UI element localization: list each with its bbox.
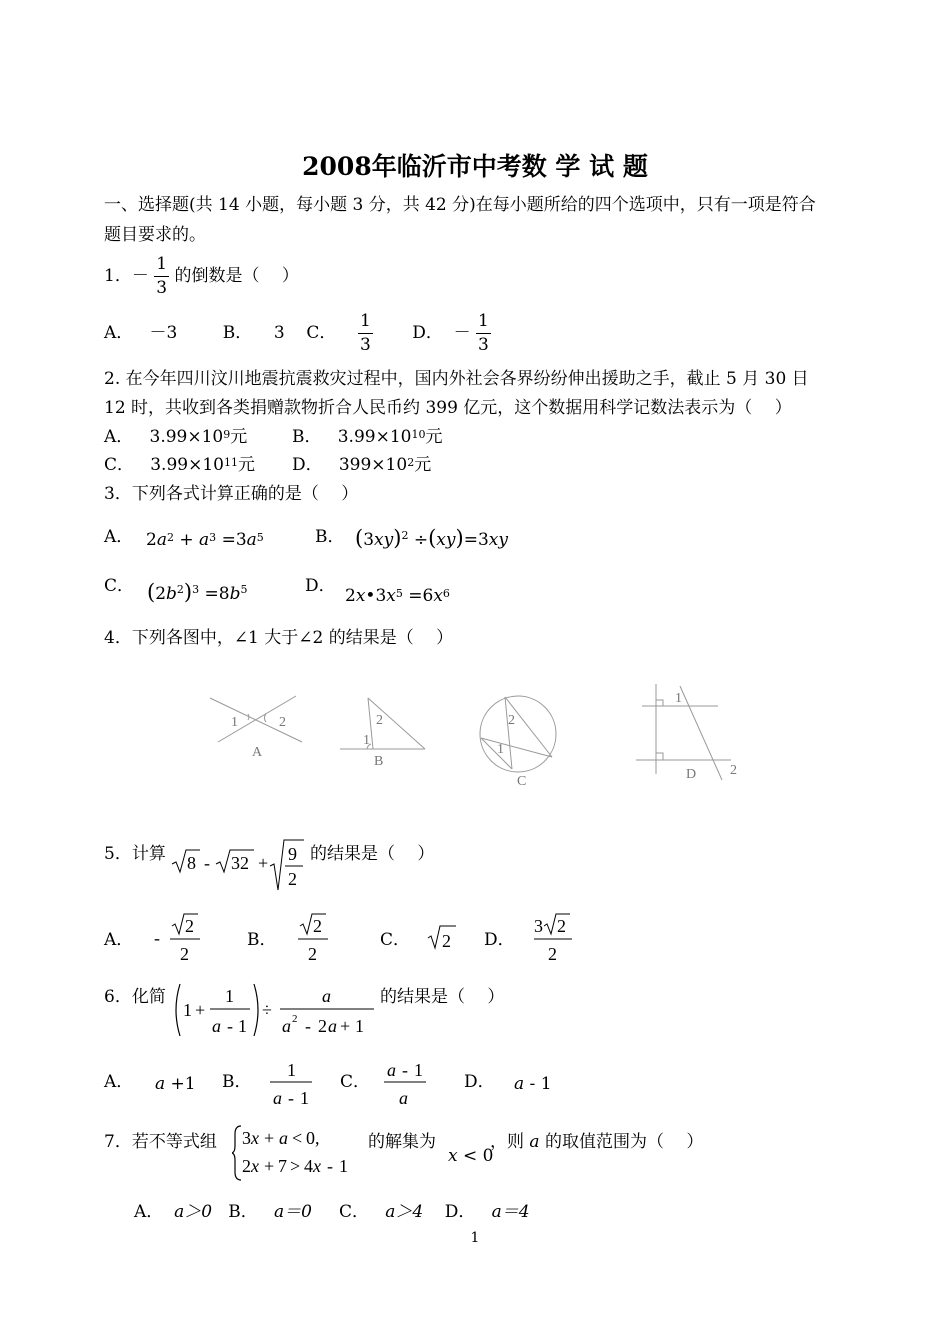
svg-text:2: 2 [242,1156,251,1176]
question-5-option-A-label: A． [104,930,134,950]
svg-text:-: - [204,853,210,873]
question-5-option-B-label: B． [247,930,277,950]
svg-text:32: 32 [231,853,249,873]
question-6-option-C-label: C． [340,1072,371,1092]
svg-text:1: 1 [238,1016,247,1036]
question-2-option-A: A． $3.99\times 10^9$元 [104,427,248,447]
fraction: $\frac{1}{3}$ [359,311,371,355]
question-5-lead: 5．计算 [104,844,166,864]
question-7-options: A． a＞0 B． a＝0 C． a＞4 D． a＝4 [134,1202,530,1222]
figure-d-label-1: 1 [675,691,682,706]
svg-text:2: 2 [442,931,451,951]
figure-b-caption: B [374,754,384,769]
question-6-option-B [268,1058,318,1110]
figure-c-label-2: 2 [508,713,515,728]
svg-text:3: 3 [242,1128,251,1148]
fraction: $\frac{1}{3}$ [156,254,168,298]
question-5-option-D-label: D． [484,930,515,950]
svg-text:+: + [340,1016,351,1036]
svg-text:a: a [273,1088,282,1108]
svg-text:9: 9 [288,844,297,864]
formula: x < 0 [448,1146,494,1166]
question-6-lead: 6．化简 [104,987,166,1007]
svg-text:4: 4 [304,1156,313,1176]
question-2-option-B: B． $3.99\times 10^{10}$元 [292,427,443,447]
svg-text:0,: 0, [306,1128,320,1148]
figure-c-label-1: 1 [497,742,504,757]
figure-c [480,696,556,772]
question-1: 1．－ $\frac{1}{3}$ 的倒数是（ ） [104,254,299,298]
svg-text:8: 8 [187,853,196,873]
page-number: 1 [470,1230,480,1246]
figure-a-label-2: 2 [279,715,286,730]
svg-text:<: < [292,1128,303,1148]
question-6-option-B-label: B． [222,1072,252,1092]
question-7-mid: 的解集为 [368,1132,436,1152]
svg-text:+: + [264,1128,275,1148]
svg-text:2: 2 [288,869,297,889]
question-7-lead: 7．若不等式组 [104,1132,217,1152]
figure-a-label-1: 1 [231,715,238,730]
svg-text:1: 1 [414,1060,423,1080]
question-4: 4．下列各图中，∠1 大于∠2 的结果是（ ） [104,628,454,648]
figure-a-caption: A [252,745,263,760]
question-6-suffix: 的结果是（ ） [380,987,505,1007]
svg-text:a: a [282,1016,291,1036]
svg-text:2: 2 [180,944,189,964]
svg-text:a: a [212,1016,221,1036]
figure-c-caption: C [517,774,527,789]
question-1-options: A． －3 B． 3 C． $\frac{1}{3}$ D． － $\frac{1}{3}$ [104,311,489,355]
figure-a [210,696,302,742]
question-3-option-B-label: B． [315,527,345,547]
svg-text:2: 2 [313,916,322,936]
question-5-option-C [424,922,464,952]
question-6-option-D-label: D． [464,1072,495,1092]
question-3-option-C-label: C． [104,576,135,596]
question-6-expression [172,980,380,1042]
svg-text:-: - [402,1060,408,1080]
svg-text:1: 1 [355,1016,364,1036]
question-5-option-B [292,910,338,968]
svg-text:x: x [251,1128,259,1148]
svg-text:1: 1 [339,1156,348,1176]
svg-text:x: x [251,1156,259,1176]
svg-text:3: 3 [534,916,543,936]
svg-text:>: > [290,1156,301,1176]
section-header-line1: 一、选择题(共 14 小题，每小题 3 分，共 42 分)在每小题所给的四个选项中，只有一项是符合 [104,195,816,215]
svg-text:2: 2 [318,1016,327,1036]
fraction: $\frac{1}{3}$ [478,311,489,355]
question-3: 3．下列各式计算正确的是（ ） [104,484,359,504]
question-7-system [232,1124,366,1182]
formula: $2a^2 + a^3 =3a^5$ [146,530,264,550]
svg-text:1: 1 [300,1088,309,1108]
figure-b-label-2: 2 [376,713,383,728]
svg-text:+: + [264,1156,275,1176]
figure-d-caption: D [686,767,697,782]
svg-text:-: - [227,1016,233,1036]
question-2-option-D: D． $399\times 10^2$元 [292,455,432,475]
svg-text:x: x [313,1156,321,1176]
question-7-tail: ，则 a 的取值范围为（ ） [490,1132,704,1152]
question-5-expression [170,836,310,894]
question-3-option-A-label: A． [104,527,134,547]
svg-text:-: - [288,1088,294,1108]
svg-text:a: a [328,1016,337,1036]
svg-text:-: - [327,1156,333,1176]
svg-text:a: a [399,1088,408,1108]
question-3-option-D-label: D． [305,576,336,596]
figure-b-label-1: 1 [363,733,370,748]
svg-text:2: 2 [308,944,317,964]
question-6-option-C [382,1058,432,1110]
question-2-line2: 12 时，共收到各类捐赠款物折合人民币约 399 亿元，这个数据用科学记数法表示为（ ） [104,398,792,418]
svg-text:+: + [258,853,269,873]
svg-text:2: 2 [548,944,557,964]
question-6-option-A-label: A． [104,1072,134,1092]
svg-text:a: a [279,1128,288,1148]
question-2-option-C: C． $3.99\times 10^{11}$元 [104,455,255,475]
svg-text:÷: ÷ [262,1000,272,1020]
question-5-suffix: 的结果是（ ） [310,844,435,864]
formula: a +1 [155,1074,196,1094]
svg-text:1: 1 [287,1060,296,1080]
formula: $(2b^2)^3 =8b^5$ [147,580,248,604]
figure-d [636,684,731,780]
question-4-figures [200,676,780,796]
formula: a - 1 [514,1074,552,1094]
question-5-option-A [150,910,210,968]
question-5-option-C-label: C． [380,930,411,950]
formula: $(3xy)^2 \div(xy)=3xy$ [355,526,508,550]
figure-d-label-2: 2 [730,763,737,778]
formula: $2x•3x^5 =6x^6$ [345,586,450,606]
svg-text:a: a [322,986,331,1006]
page-title: 2008年临沂市中考数 学 试 题 [302,152,648,181]
svg-text:-: - [154,928,160,948]
svg-text:a: a [387,1060,396,1080]
question-5-option-D [530,910,580,968]
svg-text:+: + [195,1000,206,1020]
svg-text:-: - [305,1016,311,1036]
svg-text:2: 2 [292,1013,298,1025]
svg-text:1: 1 [183,1000,192,1020]
svg-text:7: 7 [278,1156,287,1176]
svg-text:2: 2 [557,916,566,936]
section-header-line2: 题目要求的。 [104,225,206,245]
svg-text:2: 2 [185,916,194,936]
question-2-line1: 2. 在今年四川汶川地震抗震救灾过程中，国内外社会各界纷纷伸出援助之手，截止 5 月 30 日 [104,369,809,389]
svg-text:1: 1 [225,986,234,1006]
